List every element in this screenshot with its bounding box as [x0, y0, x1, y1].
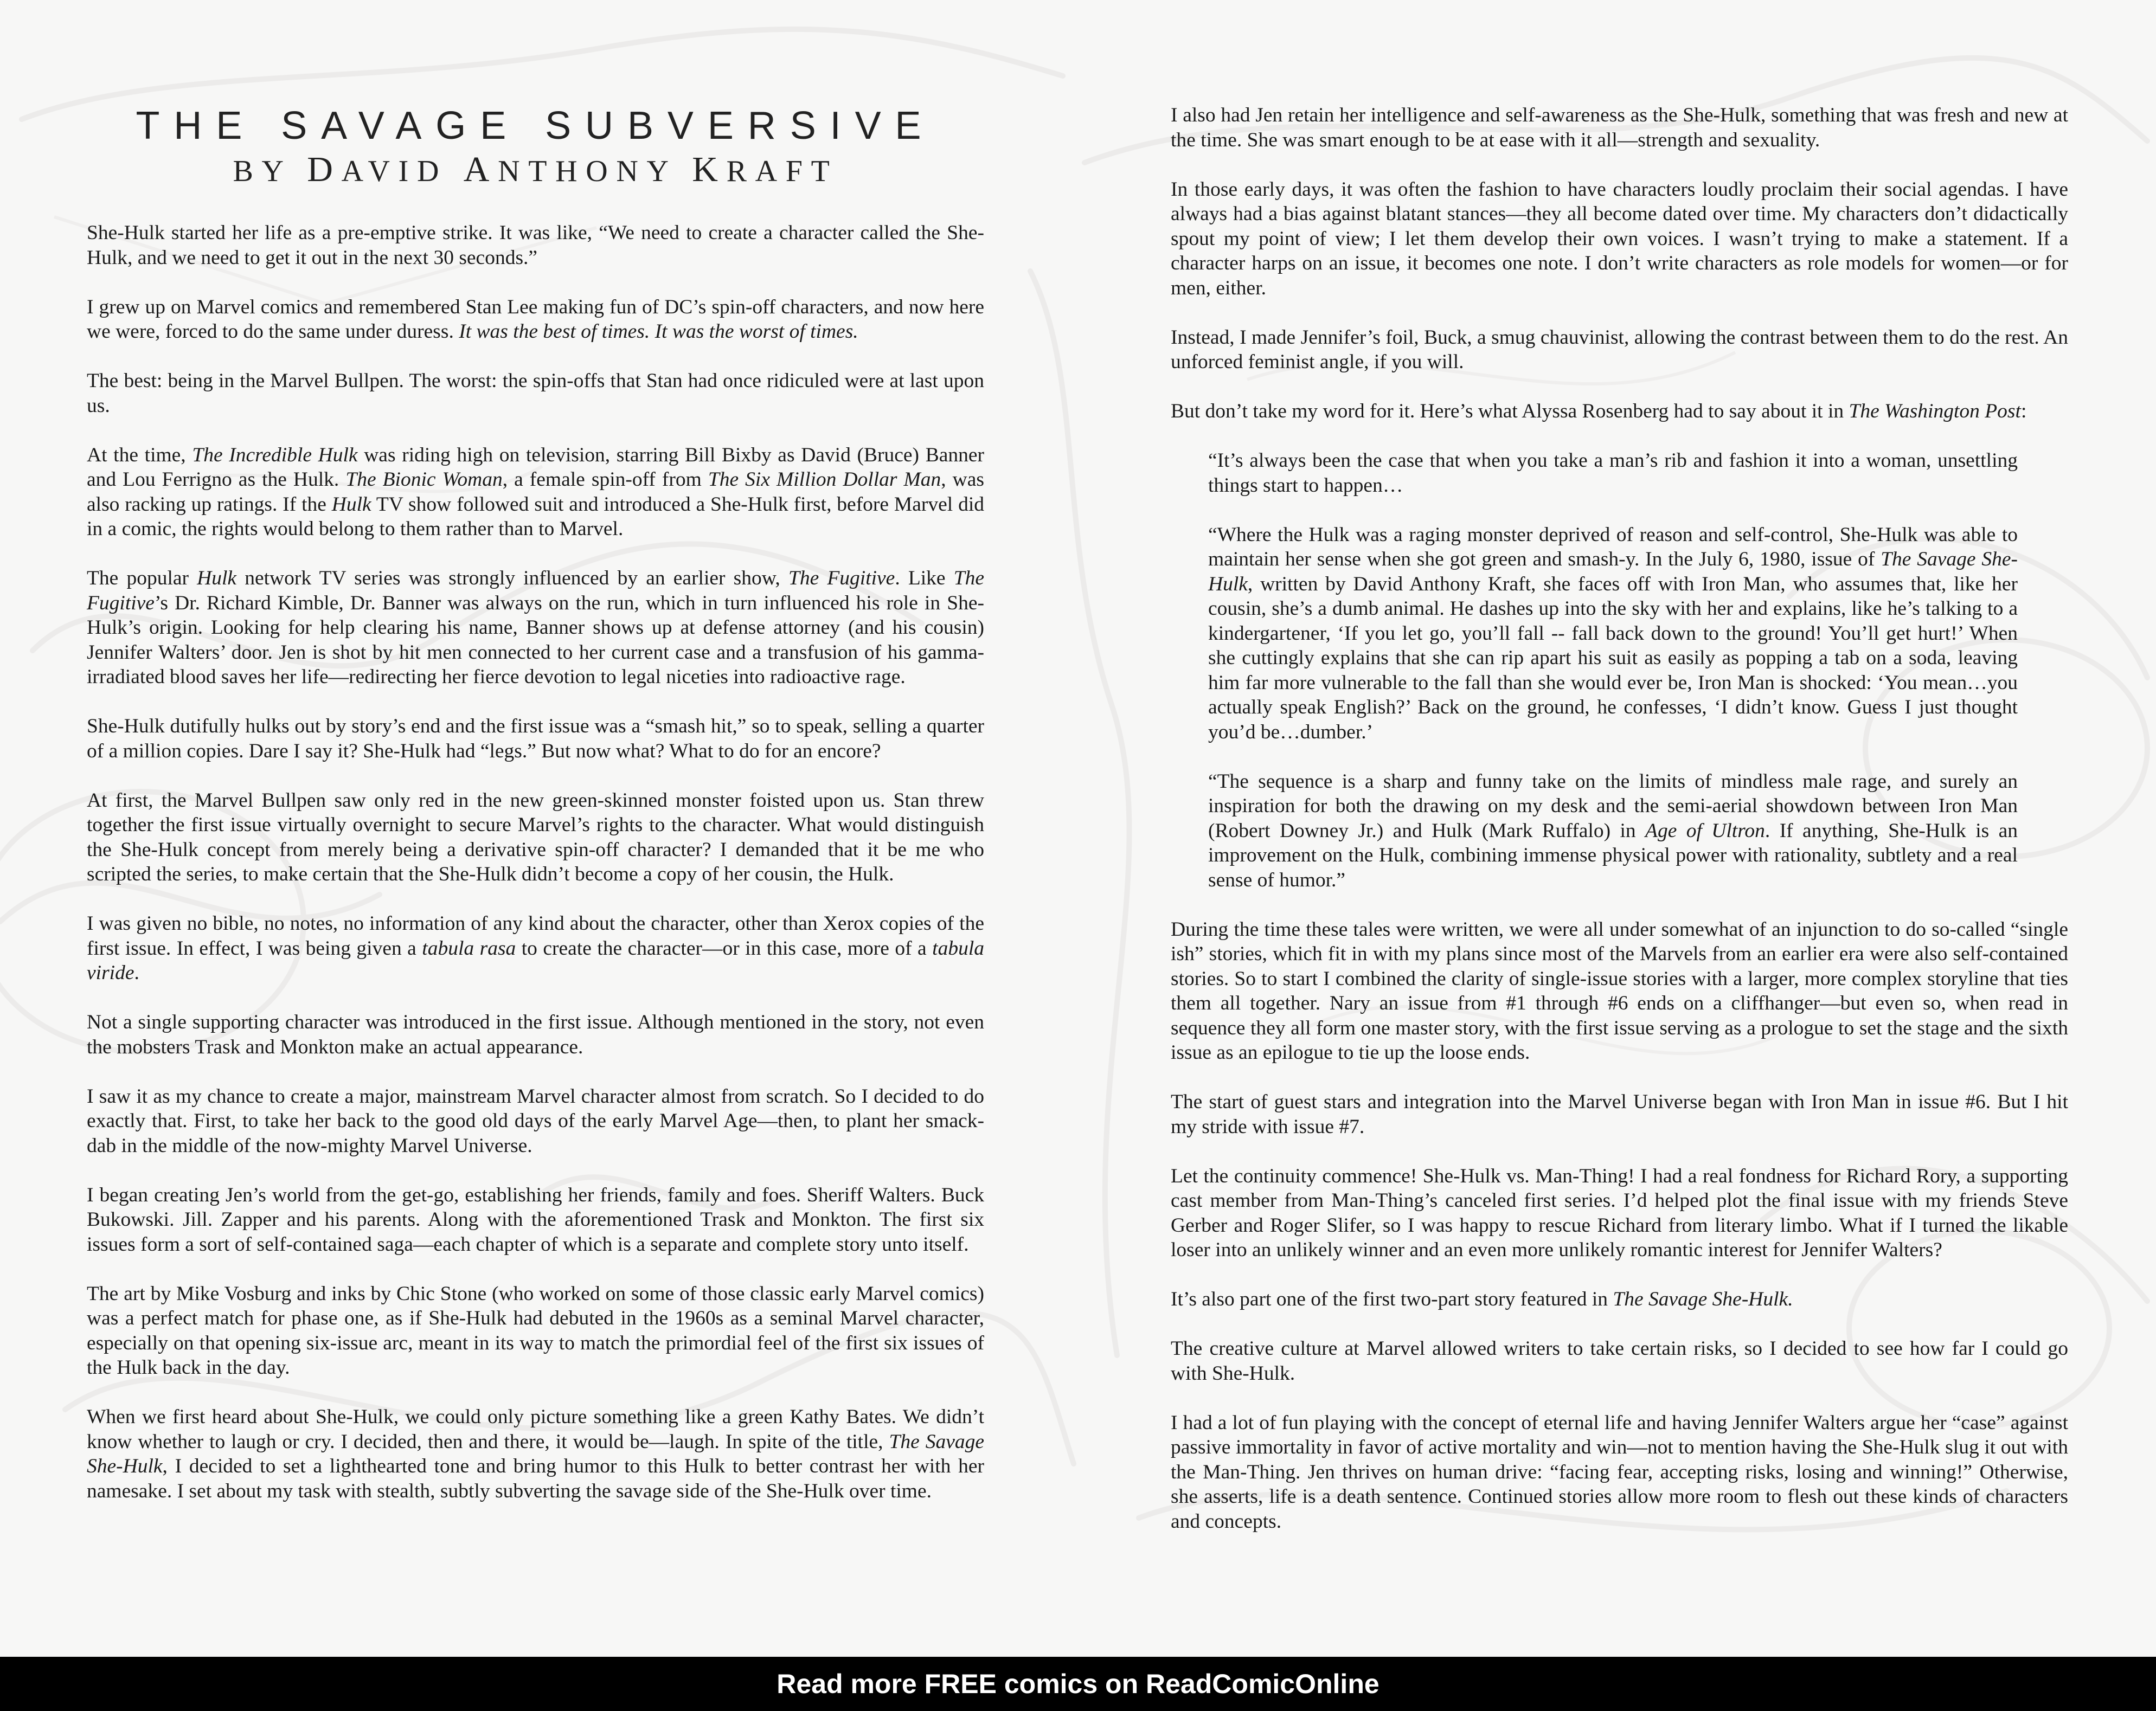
paragraph: The best: being in the Marvel Bullpen. The worst: the spin-offs that Stan had once ridiculed were at last upon us. [87, 370, 984, 417]
block-quote: “It’s always been the case that when you take a man’s rib and fashion it into a woman, unsettling things start to happen… [1208, 449, 2018, 497]
article-byline [87, 151, 984, 190]
paragraph: I grew up on Marvel comics and remembered Stan Lee making fun of DC’s spin-off characters, and now here we were, forced to do the same under duress. It was the best of times. It was the worst of times. [87, 295, 984, 343]
paragraph: I saw it as my chance to create a major, mainstream Marvel character almost from scratch. So I decided to do exactly that. First, to take her back to the good old days of the early Marvel Age—then, to plant her smack-dab in the middle of the now-mighty Marvel Universe. [87, 1085, 984, 1157]
paragraph: It’s also part one of the first two-part story featured in The Savage She-Hulk. [1171, 1288, 1793, 1310]
paragraph: I was given no bible, no notes, no information of any kind about the character, other than Xerox copies of the first issue. In effect, I was being given a tabula rasa to create the character—or in this case, more of a tabula viride. [87, 912, 984, 984]
paragraph: The creative culture at Marvel allowed writers to take certain risks, so I decided to see how far I could go with She-Hulk. [1171, 1337, 2068, 1385]
paragraph: At first, the Marvel Bullpen saw only red in the new green-skinned monster foisted upon us. Stan threw together the first issue virtually overnight to secure Marvel’s rights to the character. What would distinguish the She-Hulk concept from merely being a derivative spin-off character? I demanded that it be me who scripted the series, to make certain that the She-Hulk didn’t become a copy of her cousin, the Hulk. [87, 789, 984, 885]
paragraph: The art by Mike Vosburg and inks by Chic Stone (who worked on some of those classic early Marvel comics) was a perfect match for phase one, as if She-Hulk had debuted in the 1960s as a seminal Marvel character, especially on that opening six-issue arc, meant in its way to match the primordial feel of the first six issues of the Hulk back in the day. [87, 1282, 984, 1379]
block-quote: “Where the Hulk was a raging monster deprived of reason and self-control, She-Hulk was able to maintain her sense when she got green and smash-y. In the July 6, 1980, issue of The Savage She-Hulk, written by David Anthony Kraft, she faces off with Iron Man, who assumes that, like her cousin, she’s a dumb animal. He dashes up into the sky with her and explains, like he’s talking to a kindergartener, ‘If you let go, you’ll fall -- fall back down to the ground! You’ll get hurt!’ When she cuttingly explains that she can rip apart his suit as easily as popping a tab on a soda, leaving him far more vulnerable to the fall than she would ever be, Iron Man is shocked: ‘You mean…you actually speak English?’ Back on the ground, he confesses, ‘I didn’t know. Guess I just thought you’d be…dumber.’ [1208, 523, 2018, 743]
paragraph: I also had Jen retain her intelligence and self-awareness as the She-Hulk, something that was fresh and new at the time. She was smart enough to be at ease with it all—strength and sexuality. [1171, 104, 2068, 151]
paragraph: I had a lot of fun playing with the concept of eternal life and having Jennifer Walters argue her “case” against passive immortality in favor of active mortality and win—not to mention having the She-Hulk slug it out with the Man-Thing. Jen thrives on human drive: “facing fear, accepting risks, losing and winning!” Otherwise, she asserts, life is a death sentence. Continued stories allow more room to flesh out these kinds of characters and concepts. [1171, 1411, 2068, 1533]
paragraph: The start of guest stars and integration into the Marvel Universe began with Iron Man in issue #6. But I hit my stride with issue #7. [1171, 1091, 2068, 1138]
paragraph: She-Hulk started her life as a pre-emptive strike. It was like, “We need to create a character called the She-Hulk, and we need to get it out in the next 30 seconds.” [87, 222, 984, 269]
author-first-rest: AVID [341, 155, 448, 188]
paragraph: I began creating Jen’s world from the get-go, establishing her friends, family and foes. Sheriff Walters. Buck Bukowski. Jill. Zapper and his parents. Along with the aforementioned Trask and Monkton. The first six issues form a sort of self-contained saga—each chapter of which is a separate and complete story unto itself. [87, 1183, 984, 1256]
paragraph: Let the continuity commence! She-Hulk vs. Man-Thing! I had a real fondness for Richard Rory, a supporting cast member from Man-Thing’s canceled first series. I’d helped plot the final issue with my friends Steve Gerber and Roger Slifer, so I was happy to rescue Richard from literary limbo. What if I turned the likable loser into an unlikely winner and an even more unlikely romantic interest for Jennifer Walters? [1171, 1165, 2068, 1261]
byline-prefix: BY [233, 155, 291, 188]
left-column [87, 0, 984, 1528]
footer-banner [0, 1657, 2156, 1711]
paragraph: At the time, The Incredible Hulk was riding high on television, starring Bill Bixby as David (Bruce) Banner and Lou Ferrigno as the Hulk. The Bionic Woman, a female spin-off from The Six Million Dollar Man, was also racking up ratings. If the Hulk TV show followed suit and introduced a She-Hulk first, before Marvel did in a comic, the rights would belong to them rather than to Marvel. [87, 443, 985, 540]
paragraph: When we first heard about She-Hulk, we could only picture something like a green Kathy Bates. We didn’t know whether to laugh or cry. I decided, then and there, it would be—laugh. In spite of the title, The Savage She-Hulk, I decided to set a lighthearted tone and bring humor to this Hulk to better contrast her with her namesake. I set about my task with stealth, subtly subverting the savage side of the She-Hulk over time. [87, 1406, 984, 1502]
paragraph: Not a single supporting character was introduced in the first issue. Although mentioned in the story, not even the mobsters Trask and Monkton make an actual appearance. [87, 1011, 984, 1058]
paragraph: During the time these tales were written, we were all under somewhat of an injunction to do so-called “single ish” stories, which fit in with my plans since most of the Marvels from an earlier era were also self-contained stories. So to start I combined the clarity of single-issue stories with a larger, more complex storyline that ties them all together. Nary an issue from #1 through #6 ends on a cliffhanger—but even so, when read in sequence they all form one master story, with the first issue serving as a prologue to set the stage and the sixth issue as an epilogue to tie up the loose ends. [1171, 918, 2068, 1064]
paragraph: Instead, I made Jennifer’s foil, Buck, a smug chauvinist, allowing the contrast between them to do the rest. An unforced feminist angle, if you will. [1171, 326, 2068, 373]
paragraph: In those early days, it was often the fashion to have characters loudly proclaim their social agendas. I have always had a bias against blatant stances—they all become dated over time. My characters don’t didactically spout my point of view; I let them develop their own voices. I wasn’t trying to make a statement. If a character harps on an issue, it becomes one note. I don’t write characters as role models for women—or for men, either. [1171, 178, 2068, 299]
author-middle-initial: A [463, 150, 498, 189]
author-first-initial: D [307, 150, 342, 189]
author-last-rest: RAFT [726, 155, 838, 188]
author-last-initial: K [692, 150, 727, 189]
right-column [1171, 0, 2068, 1559]
block-quote: “The sequence is a sharp and funny take on the limits of mindless male rage, and surely an inspiration for both the drawing on my desk and the semi-aerial showdown between Iron Man (Robert Downey Jr.) and Hulk (Mark Ruffalo) in Age of Ultron. If anything, She-Hulk is an improvement on the Hulk, combining immense physical power with rationality, subtlety and a real sense of humor.” [1208, 770, 2018, 891]
paragraph: She-Hulk dutifully hulks out by story’s end and the first issue was a “smash hit,” so to speak, selling a quarter of a million copies. Dare I say it? She-Hulk had “legs.” But now what? What to do for an encore? [87, 715, 984, 762]
article-title: THE SAVAGE SUBVERSIVE [136, 104, 935, 147]
paragraph: The popular Hulk network TV series was strongly influenced by an earlier show, The Fugitive. Like The Fugitive’s Dr. Richard Kimble, Dr. Banner was always on the run, which in turn influenced his role in She-Hulk’s origin. Looking for help clearing his name, Banner shows up at defense attorney (and his cousin) Jennifer Walters’ door. Jen is shot by hit men connected to her current case and a transfusion of his gamma-irradiated blood saves her life—redirecting her fierce devotion to legal niceties into radioactive rage. [87, 567, 984, 688]
author-middle-rest: NTHONY [498, 155, 676, 188]
read-more-link[interactable]: Read more FREE comics on ReadComicOnline [777, 1669, 1379, 1699]
paragraph: But don’t take my word for it. Here’s what Alyssa Rosenberg had to say about it in The Washington Post: [1171, 400, 2027, 422]
